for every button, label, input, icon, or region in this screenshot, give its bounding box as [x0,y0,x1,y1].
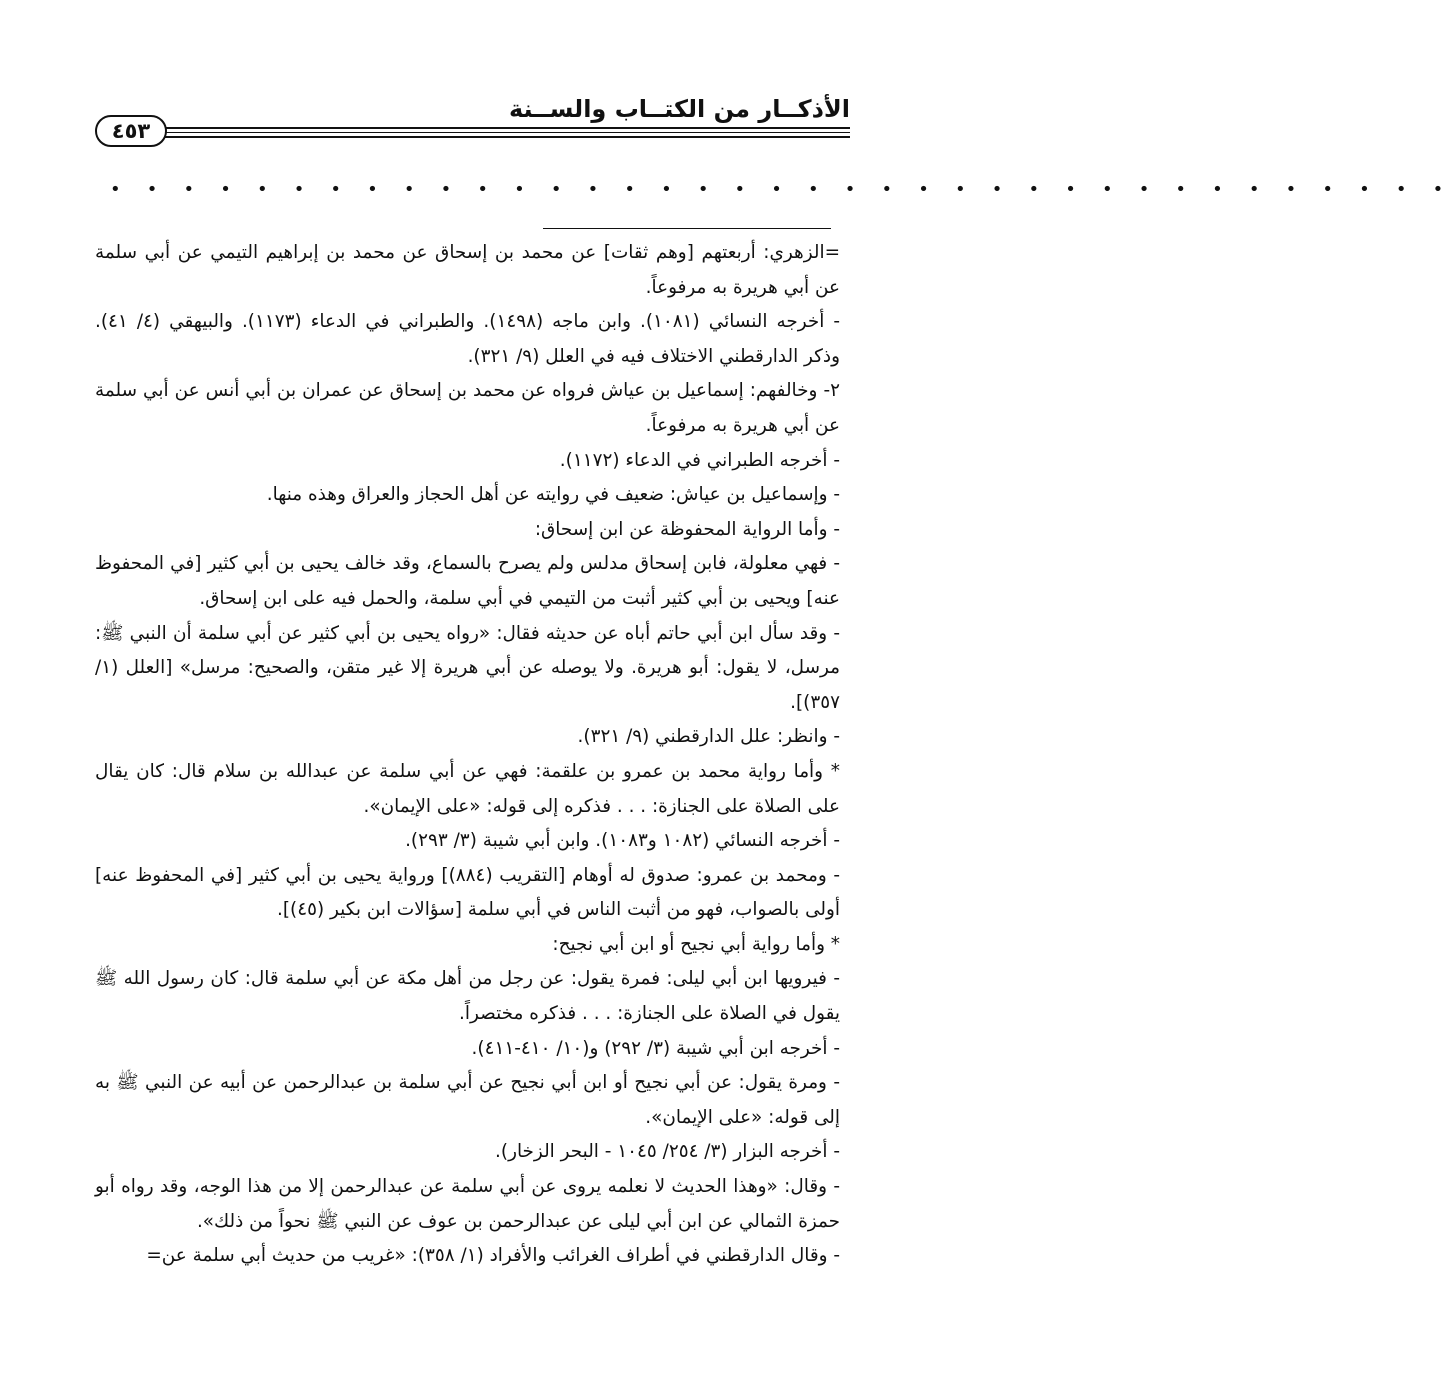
footnote-rule [543,228,831,229]
paragraph: - وقد سأل ابن أبي حاتم أباه عن حديثه فقال: «رواه يحيى بن أبي كثير عن أبي سلمة أن النبي ﷺ: مرسل، لا يقول: أبو هريرة. ولا يوصله عن أبي هريرة إلا غير متقن، والصحيح: مرسل» [العلل (١/ ٣٥٧)]. [95,622,840,713]
footnote-text [95,236,840,1274]
paragraph: - وقال: «وهذا الحديث لا نعلمه يروى عن أبي سلمة عن عبدالرحمن إلا من هذا الوجه، وقد رواه أبو حمزة الثمالي عن ابن أبي ليلى عن عبدالرحمن بن عوف عن النبي ﷺ نحواً من ذلك». [95,1176,840,1232]
header-rule [161,132,850,133]
dotted-separator: • • • • • • • • • • • • • • • • • • • • • • • • • • • • • • • • • • • • • [110,179,1453,200]
paragraph: - أخرجه النسائي (١٠٨٢ و١٠٨٣). وابن أبي شيبة (٣/ ٢٩٣). [405,830,840,852]
page-header [95,94,850,154]
header-rule [161,127,850,129]
paragraph: - وقال الدارقطني في أطراف الغرائب والأفراد (١/ ٣٥٨): «غريب من حديث أبي سلمة عن= [146,1245,840,1267]
paragraph: - ومرة يقول: عن أبي نجيح أو ابن أبي نجيح عن أبي سلمة بن عبدالرحمن عن أبيه عن النبي ﷺ به إلى قوله: «على الإيمان». [95,1072,840,1128]
paragraph: - فهي معلولة، فابن إسحاق مدلس ولم يصرح بالسماع، وقد خالف يحيى بن أبي كثير [في المحفوظ عنه] ويحيى بن أبي كثير أثبت من التيمي في أبي سلمة، والحمل فيه على ابن إسحاق. [95,553,840,609]
running-title: الأذكــار من الكتــاب والســنة [509,95,850,123]
paragraph: ٢- وخالفهم: إسماعيل بن عياش فرواه عن محمد بن إسحاق عن عمران بن أبي أنس عن أبي سلمة عن أبي هريرة به مرفوعاً. [95,380,840,436]
paragraph: - أخرجه ابن أبي شيبة (٣/ ٢٩٢) و(١٠/ ٤١٠-٤١١). [471,1037,840,1059]
paragraph: - أخرجه البزار (٣/ ٢٥٤/ ١٠٤٥ - البحر الزخار). [495,1141,840,1163]
paragraph: - وأما الرواية المحفوظة عن ابن إسحاق: [534,518,840,540]
paragraph: - أخرجه النسائي (١٠٨١). وابن ماجه (١٤٩٨). والطبراني في الدعاء (١١٧٣). والبيهقي (٤/ ٤١). وذكر الدارقطني الاختلاف فيه في العلل (٩/ ٣٢١). [95,311,841,367]
paragraph: * وأما رواية محمد بن عمرو بن علقمة: فهي عن أبي سلمة عن عبدالله بن سلام قال: كان يقال على الصلاة على الجنازة: . . . فذكره إلى قوله: «على الإيمان». [95,760,840,817]
header-rule [161,136,850,138]
paragraph: - فيرويها ابن أبي ليلى: فمرة يقول: عن رجل من أهل مكة عن أبي سلمة قال: كان رسول الله ﷺ يقول في الصلاة على الجنازة: . . . فذكره مختصراً. [95,968,840,1025]
page-number: ٤٥٣ [95,115,167,147]
paragraph: - وانظر: علل الدارقطني (٩/ ٣٢١). [577,726,840,748]
paragraph: =الزهري: أربعتهم [وهم ثقات] عن محمد بن إسحاق عن محمد بن إبراهيم التيمي عن أبي سلمة عن أبي هريرة به مرفوعاً. [95,242,840,298]
paragraph: * وأما رواية أبي نجيح أو ابن أبي نجيح: [552,933,840,955]
paragraph: - أخرجه الطبراني في الدعاء (١١٧٢). [559,449,840,471]
paragraph: - ومحمد بن عمرو: صدوق له أوهام [التقريب (٨٨٤)] ورواية يحيى بن أبي كثير [في المحفوظ عنه] أولى بالصواب، فهو من أثبت الناس في أبي سلمة [سؤالات ابن بكير (٤٥)]. [95,864,840,921]
paragraph: - وإسماعيل بن عياش: ضعيف في روايته عن أهل الحجاز والعراق وهذه منها. [266,484,840,506]
